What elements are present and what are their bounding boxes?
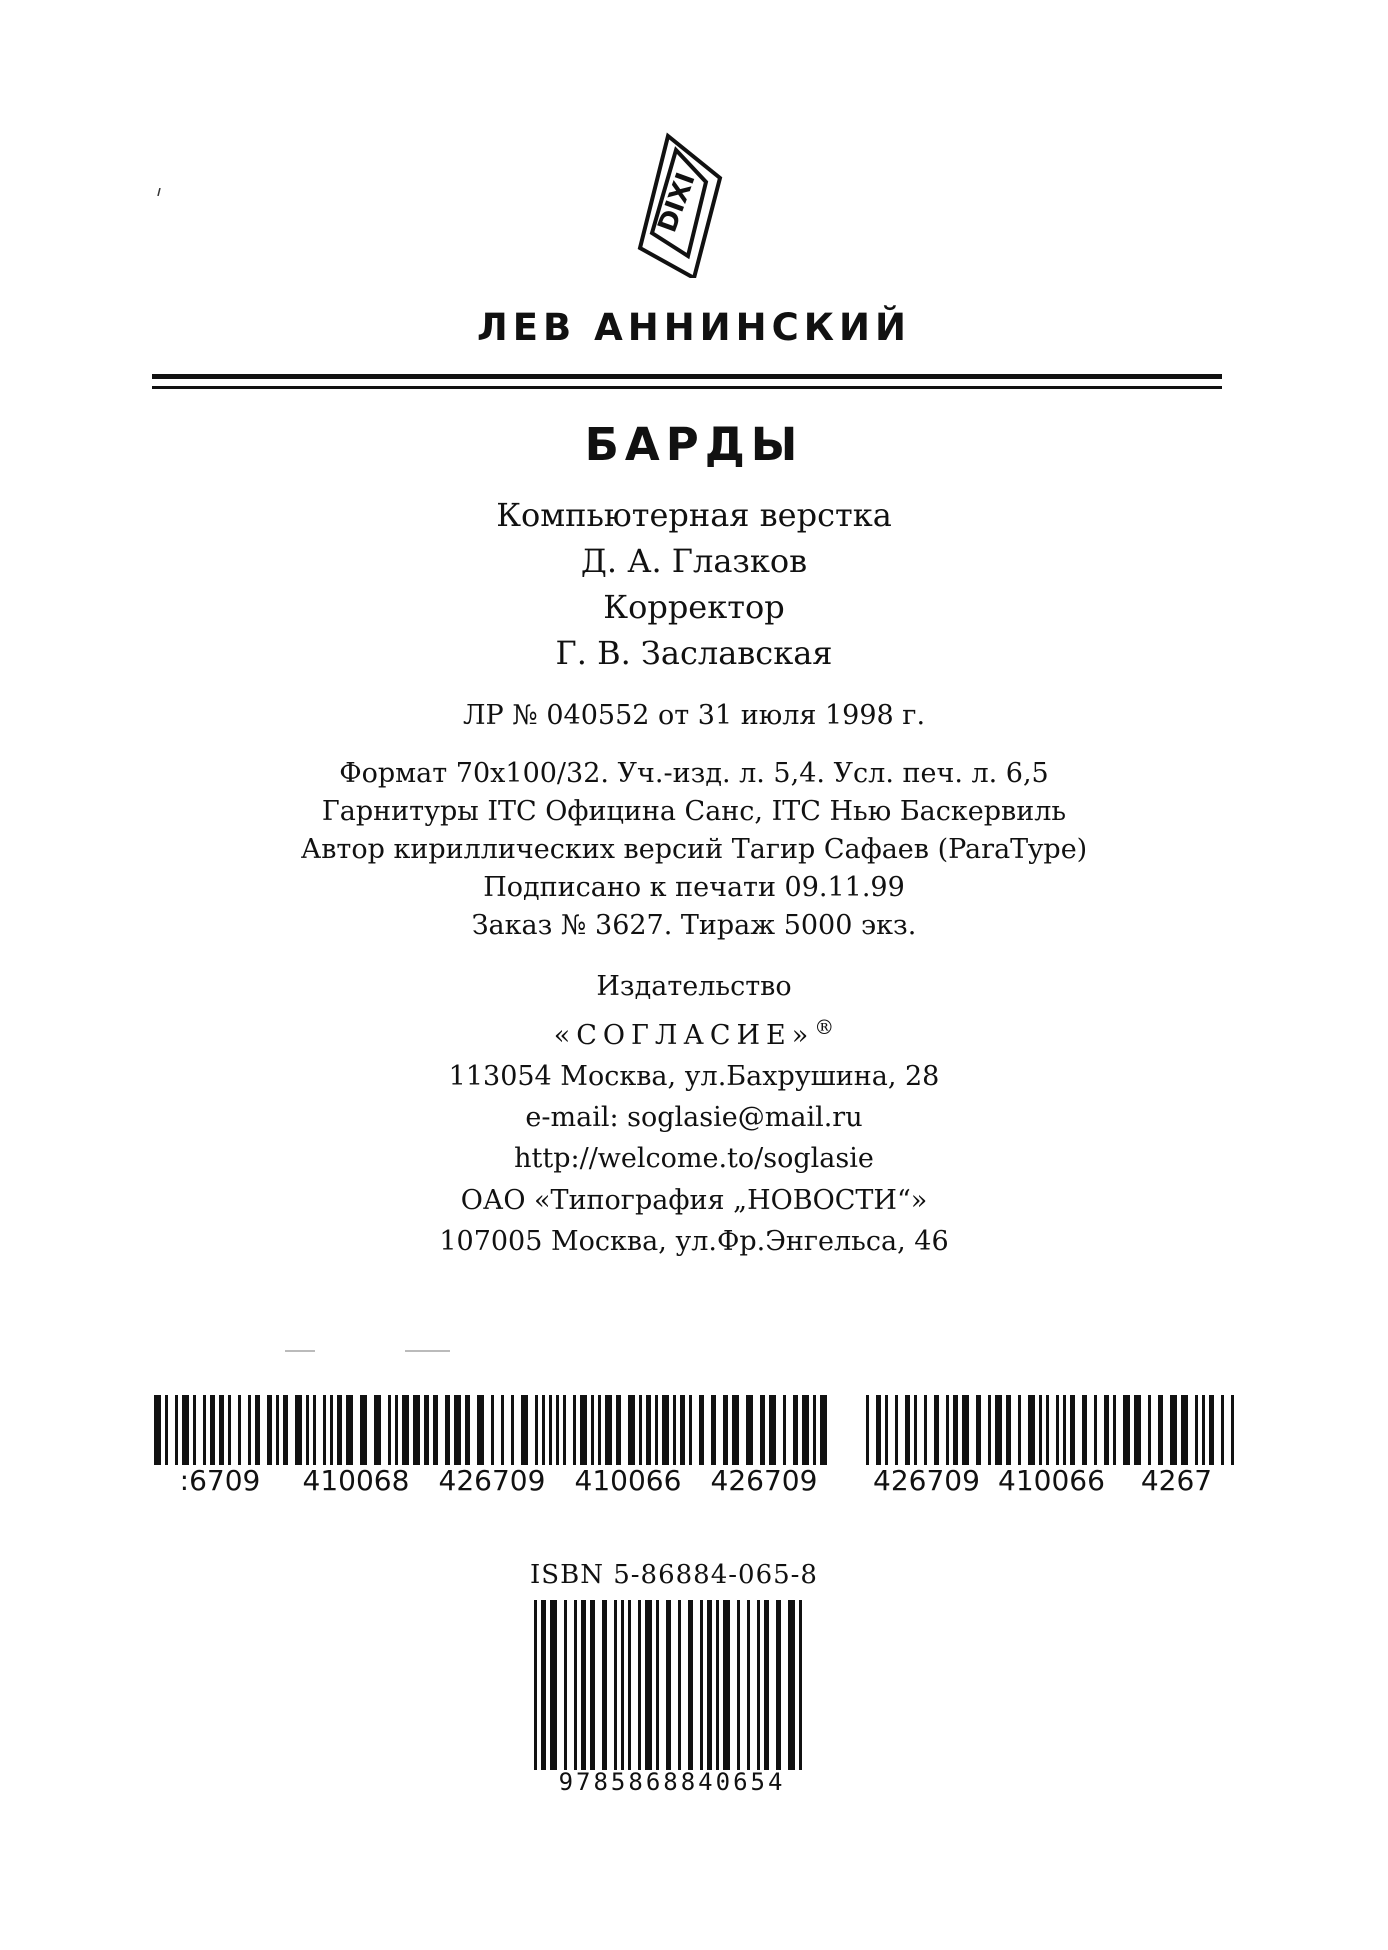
barcode-bar	[283, 1395, 288, 1465]
double-rule	[152, 374, 1222, 392]
barcode-bar	[934, 1395, 939, 1465]
barcode-bar	[1018, 1395, 1021, 1465]
barcode-bar	[655, 1395, 658, 1465]
publisher-name-text: «СОГЛАСИЕ»	[553, 1020, 815, 1051]
barcode-bar	[813, 1395, 816, 1465]
credits-block	[0, 492, 1388, 676]
barcode-bar	[866, 1395, 869, 1465]
publisher-block	[0, 966, 1388, 1179]
barcode-bar	[276, 1395, 279, 1465]
barcode-bar	[757, 1600, 760, 1770]
barcode-bar	[1195, 1395, 1198, 1465]
barcode-bar	[477, 1395, 484, 1465]
barcode-bar	[788, 1600, 795, 1770]
strip-code: 426709	[438, 1464, 546, 1497]
strip-code: 426709	[873, 1464, 980, 1497]
barcode-bar	[1063, 1395, 1066, 1465]
barcode-bar	[238, 1395, 241, 1465]
barcode-strip-right	[864, 1395, 1239, 1500]
barcode-bar	[645, 1600, 652, 1770]
barcode-bar	[228, 1395, 231, 1465]
barcode-bar	[914, 1395, 917, 1465]
barcode-bar	[550, 1600, 557, 1770]
publisher-name	[0, 1007, 1388, 1056]
barcode-bar	[638, 1600, 641, 1770]
barcode-bar	[563, 1395, 566, 1465]
barcode-bar	[590, 1600, 595, 1770]
printer-address: 107005 Москва, ул.Фр.Энгельса, 46	[439, 1226, 949, 1257]
barcode-bar	[454, 1395, 461, 1465]
barcode-bar	[219, 1395, 224, 1465]
strip-code: :6709	[179, 1464, 261, 1497]
barcode-bar	[556, 1395, 559, 1465]
barcode-bar	[673, 1395, 676, 1465]
barcode-bar	[1113, 1395, 1116, 1465]
scan-artifact	[285, 1350, 315, 1352]
publisher-email: e-mail: soglasie@mail.ru	[525, 1102, 863, 1133]
barcode-bar	[680, 1395, 685, 1465]
barcode-bar	[598, 1395, 601, 1465]
barcode-bar	[182, 1395, 189, 1465]
barcode-bar	[535, 1395, 538, 1465]
specs-block	[0, 755, 1388, 945]
barcode-bar	[337, 1395, 342, 1465]
publisher-address: 113054 Москва, ул.Бахрушина, 28	[448, 1061, 940, 1092]
strip-code: 426709	[710, 1464, 818, 1497]
barcode-bar	[802, 1395, 809, 1465]
barcode-bar	[501, 1395, 504, 1465]
barcode-bar	[542, 1395, 545, 1465]
barcode-bar	[605, 1395, 612, 1465]
barcode-bar	[602, 1600, 607, 1770]
barcode-bar	[1158, 1395, 1163, 1465]
printer-name: ОАО «Типография „НОВОСТИ“»	[460, 1185, 928, 1216]
barcode-bar	[413, 1395, 420, 1465]
spec-cyrillic-author: Автор кириллических версий Тагир Сафаев (ParaType)	[300, 834, 1088, 865]
barcode-bar	[549, 1395, 552, 1465]
barcode-strip-left-bars	[152, 1395, 832, 1465]
barcode-bar	[1056, 1395, 1059, 1465]
barcode-bar	[564, 1600, 567, 1770]
barcode-bar	[491, 1395, 494, 1465]
barcode-bar	[248, 1395, 251, 1465]
spec-format: Формат 70x100/32. Уч.-изд. л. 5,4. Усл. печ. л. 6,5	[339, 758, 1049, 789]
barcode-bar	[876, 1395, 881, 1465]
barcode-strip-left-numbers	[152, 1461, 832, 1501]
barcode-bar	[700, 1600, 703, 1770]
barcode-bar	[885, 1395, 888, 1465]
barcode-bar	[662, 1395, 669, 1465]
author-name: ЛЕВ АННИНСКИЙ	[477, 306, 911, 349]
proof-name: Г. В. Заславская	[555, 634, 833, 672]
registered-mark: ®	[814, 1015, 835, 1039]
isbn-label: ISBN 5-86884-065-8	[530, 1560, 818, 1590]
strip-code: 410066	[998, 1464, 1105, 1497]
barcode-bar	[1028, 1395, 1035, 1465]
barcode-bar	[1082, 1395, 1087, 1465]
barcode-strip-right-numbers	[864, 1461, 1239, 1501]
barcode-bar	[360, 1395, 367, 1465]
barcode-bar	[193, 1395, 196, 1465]
barcode-bar	[924, 1395, 927, 1465]
barcode-bar	[1170, 1395, 1177, 1465]
layout-role: Компьютерная верстка	[496, 496, 892, 534]
barcode-bar	[1202, 1395, 1205, 1465]
barcode-bar	[1134, 1395, 1141, 1465]
barcode-bar	[203, 1395, 206, 1465]
barcode-bar	[678, 1600, 681, 1770]
barcode-bar	[895, 1395, 898, 1465]
spec-signed: Подписано к печати 09.11.99	[483, 872, 905, 903]
barcode-bar	[621, 1600, 624, 1770]
barcode-strip-right-bars	[864, 1395, 1239, 1465]
spec-order: Заказ № 3627. Тираж 5000 экз.	[471, 910, 917, 941]
spec-typefaces: Гарнитуры ITC Официна Санс, ITC Нью Баскервиль	[321, 796, 1067, 827]
barcode-bar	[313, 1395, 316, 1465]
barcode-bar	[591, 1395, 594, 1465]
barcode-bar	[732, 1395, 739, 1465]
barcode-bar	[689, 1395, 692, 1465]
barcode-bar	[646, 1395, 651, 1465]
barcode-bar	[688, 1600, 693, 1770]
barcode-bar	[628, 1600, 631, 1770]
barcode-bar	[723, 1600, 730, 1770]
barcode-bar	[573, 1395, 576, 1465]
book-title: БАРДЫ	[584, 418, 804, 471]
logo-text: DIXI	[652, 168, 702, 237]
barcode-bar	[1039, 1395, 1042, 1465]
barcode-bar	[581, 1600, 586, 1770]
publisher-label: Издательство	[596, 971, 792, 1002]
barcode-bar	[1221, 1395, 1224, 1465]
barcode-bar	[799, 1600, 802, 1770]
barcode-bar	[962, 1395, 969, 1465]
barcode-bar	[783, 1395, 786, 1465]
license-line: ЛР № 040552 от 31 июля 1998 г.	[462, 700, 926, 731]
barcode-bar	[330, 1395, 333, 1465]
barcode-bar	[175, 1395, 178, 1465]
barcode-bar	[295, 1395, 302, 1465]
barcode-bar	[1231, 1395, 1234, 1465]
barcode-bar	[953, 1395, 958, 1465]
barcode-bar	[521, 1395, 528, 1465]
barcode-bar	[574, 1600, 577, 1770]
barcode-bar	[976, 1395, 981, 1465]
barcode-bar	[306, 1395, 309, 1465]
barcode-bar	[445, 1395, 450, 1465]
publisher-logo	[628, 128, 728, 278]
rule-thin	[152, 386, 1222, 389]
barcode-bar	[346, 1395, 353, 1465]
barcode-bar	[793, 1395, 798, 1465]
strip-code: 410068	[302, 1464, 410, 1497]
stray-mark	[157, 181, 161, 189]
barcode-bar	[747, 1600, 750, 1770]
barcode-bar	[1123, 1395, 1130, 1465]
barcode-bar	[433, 1395, 438, 1465]
barcode-bar	[1046, 1395, 1049, 1465]
barcode-bar	[402, 1395, 409, 1465]
barcode-bar	[154, 1395, 161, 1465]
barcode-bar	[746, 1395, 753, 1465]
printer-block	[0, 1180, 1388, 1262]
barcode-bar	[764, 1600, 769, 1770]
barcode-bar	[820, 1395, 827, 1465]
barcode-bar	[1094, 1395, 1097, 1465]
barcode-bar	[616, 1395, 621, 1465]
barcode-bar	[946, 1395, 949, 1465]
barcode-bar	[388, 1395, 391, 1465]
barcode-bar	[995, 1395, 1002, 1465]
isbn-barcode	[532, 1600, 812, 1795]
barcode-bar	[699, 1395, 704, 1465]
barcode-bar	[628, 1395, 635, 1465]
barcode-bar	[465, 1395, 470, 1465]
barcode-bar	[323, 1395, 326, 1465]
barcode-bar	[769, 1395, 776, 1465]
barcode-bar	[716, 1600, 719, 1770]
publisher-web: http://welcome.to/soglasie	[514, 1143, 874, 1174]
strip-code: 4267	[1140, 1464, 1213, 1497]
barcode-bar	[776, 1600, 781, 1770]
barcode-bar	[614, 1600, 617, 1770]
barcode-bar	[707, 1600, 712, 1770]
barcode-bar	[1148, 1395, 1151, 1465]
barcode-bar	[395, 1395, 398, 1465]
isbn-barcode-number: 9785868840654	[558, 1768, 786, 1796]
barcode-bar	[1104, 1395, 1109, 1465]
isbn-barcode-bars	[532, 1600, 812, 1770]
barcode-bar	[656, 1600, 659, 1770]
barcode-bar	[424, 1395, 429, 1465]
barcode-bar	[666, 1600, 671, 1770]
barcode-bar	[1209, 1395, 1214, 1465]
barcode-bar	[988, 1395, 991, 1465]
barcode-bar	[255, 1395, 260, 1465]
barcode-bar	[1070, 1395, 1075, 1465]
scan-artifact	[405, 1350, 450, 1352]
barcode-bar	[1006, 1395, 1011, 1465]
barcode-bar	[534, 1600, 537, 1770]
barcode-bar	[511, 1395, 514, 1465]
barcode-bar	[711, 1395, 716, 1465]
rule-thick	[152, 374, 1222, 379]
barcode-bar	[760, 1395, 765, 1465]
barcode-bar	[267, 1395, 272, 1465]
barcode-bar	[1181, 1395, 1188, 1465]
strip-code: 410066	[574, 1464, 682, 1497]
barcode-bar	[210, 1395, 215, 1465]
barcode-bar	[580, 1395, 587, 1465]
barcode-bar	[541, 1600, 546, 1770]
barcode-bar	[905, 1395, 910, 1465]
barcode-bar	[374, 1395, 381, 1465]
proof-role: Корректор	[603, 588, 785, 626]
barcode-bar	[165, 1395, 168, 1465]
barcode-strip-left	[152, 1395, 832, 1500]
layout-name: Д. А. Глазков	[580, 542, 808, 580]
barcode-bar	[723, 1395, 728, 1465]
barcode-bar	[639, 1395, 642, 1465]
barcode-bar	[737, 1600, 740, 1770]
